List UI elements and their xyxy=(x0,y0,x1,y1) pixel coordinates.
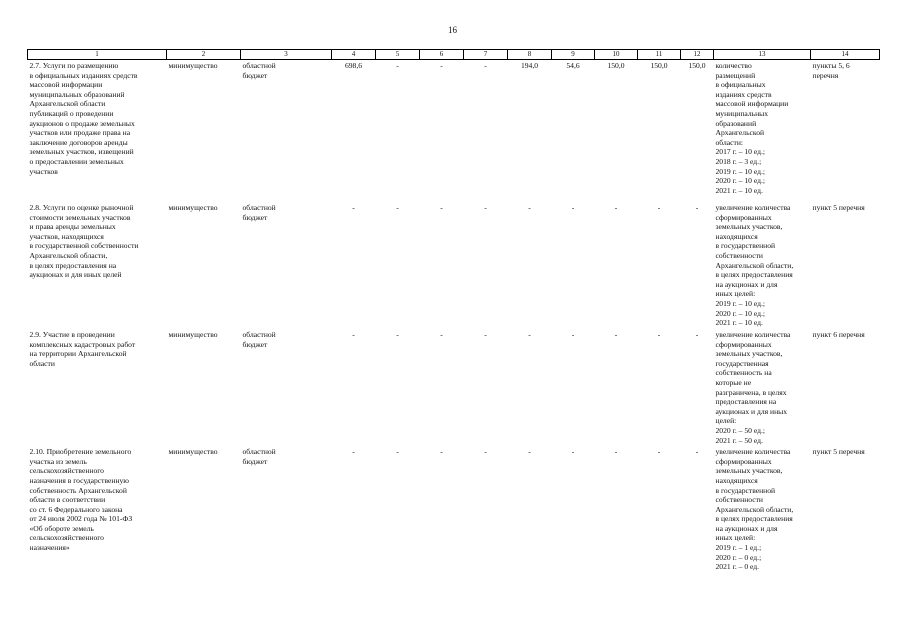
funding-source: областной бюджет xyxy=(242,447,276,466)
value-cell: - xyxy=(440,61,443,70)
value-cell: - xyxy=(571,447,575,457)
value-cell: - xyxy=(352,330,355,339)
col-header: 10 xyxy=(595,50,638,60)
value-cell: - xyxy=(614,203,618,212)
table-row xyxy=(28,446,880,580)
value-cell: - xyxy=(571,203,575,212)
reference: пункт 6 перечня xyxy=(812,330,865,339)
value-cell: - xyxy=(528,330,531,339)
value-cell: - xyxy=(484,447,487,457)
value-cell: 54,6 xyxy=(566,61,580,70)
executor: минимущество xyxy=(168,203,218,212)
value-cell: - xyxy=(484,330,487,339)
executor: минимущество xyxy=(168,330,218,339)
value-cell: 698,6 xyxy=(344,61,363,70)
value-cell: - xyxy=(352,203,355,212)
value-cell: 150,0 xyxy=(650,61,668,70)
measure-name: 2.7. Услуги по размещению в официальных изданиях средств массовой информации муниципальных образований Архангельской области публикаций о проведении аукционов о продаже земельных участков или продаже права на заключение договоров аренды земельных участков, извещений о предоставлении земельных участков xyxy=(29,61,138,176)
reference: пункты 5, 6 перечня xyxy=(812,61,850,80)
header-row xyxy=(28,50,880,60)
value-cell: - xyxy=(528,447,531,457)
page-number: 16 xyxy=(448,25,457,35)
table-row xyxy=(28,202,880,329)
value-cell: - xyxy=(484,203,487,212)
value-cell: - xyxy=(396,203,399,212)
value-cell: - xyxy=(657,330,661,339)
executor: минимущество xyxy=(168,447,218,457)
value-cell: - xyxy=(396,447,399,457)
reference: пункт 5 перечня xyxy=(812,203,865,212)
program-table xyxy=(27,49,880,580)
value-cell: - xyxy=(396,330,399,339)
funding-source: областной бюджет xyxy=(242,330,276,349)
value-cell: - xyxy=(440,447,443,457)
indicator: количество размещений в официальных изданиях средств массовой информации муниципальных образований Архангельской области: 2017 г. – 10 ед.; 2018 г. – 3 ед.; 2019 г. – 10 ед.; 2020 г. – 10 ед.; 2021 г. – 10 ед. xyxy=(715,61,789,195)
col-header: 4 xyxy=(332,50,376,60)
value-cell: - xyxy=(695,330,699,339)
col-header: 13 xyxy=(714,50,811,60)
col-header: 9 xyxy=(552,50,595,60)
value-cell: - xyxy=(571,330,575,339)
col-header: 5 xyxy=(376,50,420,60)
value-cell: - xyxy=(614,447,618,457)
col-header: 12 xyxy=(681,50,714,60)
value-cell: - xyxy=(614,330,618,339)
value-cell: - xyxy=(440,330,443,339)
value-cell: 150,0 xyxy=(688,61,706,70)
value-cell: - xyxy=(440,203,443,212)
table-row xyxy=(28,329,880,446)
funding-source: областной бюджет xyxy=(242,61,276,80)
value-cell: - xyxy=(695,203,699,212)
col-header: 2 xyxy=(167,50,241,60)
value-cell: 194,0 xyxy=(520,61,539,70)
col-header: 11 xyxy=(638,50,681,60)
measure-name: 2.8. Услуги по оценке рыночной стоимости земельных участков и права аренды земельных участков, находящихся в государственной собственности Архангельской области, в целях предоставления на аукционах и для иных целей xyxy=(29,203,139,280)
value-cell: 150,0 xyxy=(607,61,625,70)
value-cell: - xyxy=(396,61,399,70)
measure-name: 2.9. Участие в проведении комплексных кадастровых работ на территории Архангельской области xyxy=(29,330,136,368)
value-cell: - xyxy=(657,203,661,212)
col-header: 1 xyxy=(28,50,167,60)
value-cell: - xyxy=(484,61,487,70)
value-cell: - xyxy=(695,447,699,457)
funding-source: областной бюджет xyxy=(242,203,276,222)
indicator: увеличение количества сформированных земельных участков, находящихся в государственной собственности Архангельской области, в целях предоставления на аукционах и для иных целей: 2019 г. – 1 ед.; 2020 г. – 0 ед.; 2021 г. – 0 ед. xyxy=(715,447,794,572)
indicator: увеличение количества сформированных земельных участков, государственная собственность на которые не разграничена, в целях предоставления на аукционах и для иных целей: 2020 г. – 50 ед.; 2021 г. – 50 ед. xyxy=(715,330,791,445)
value-cell: - xyxy=(528,203,531,212)
col-header: 7 xyxy=(464,50,508,60)
col-header: 14 xyxy=(811,50,880,60)
executor: минимущество xyxy=(168,61,218,70)
measure-name: 2.10. Приобретение земельного участка из земель сельскохозяйственного назначения в государственную собственность Архангельской области в соответствии со ст. 6 Федерального закона от 24 июля 2002 года № 101-ФЗ «Об обороте земель сельскохозяйственного назначения» xyxy=(29,447,133,553)
table-row xyxy=(28,60,880,203)
col-header: 8 xyxy=(508,50,552,60)
col-header: 3 xyxy=(241,50,332,60)
col-header: 6 xyxy=(420,50,464,60)
value-cell: - xyxy=(657,447,661,457)
reference: пункт 5 перечня xyxy=(812,447,865,457)
value-cell: - xyxy=(352,447,355,457)
indicator: увеличение количества сформированных земельных участков, находящихся в государственной собственности Архангельской области, в целях предоставления на аукционах и для иных целей: 2019 г. – 10 ед.; 2020 г. – 10 ед.; 2021 г. – 10 ед. xyxy=(715,203,794,328)
